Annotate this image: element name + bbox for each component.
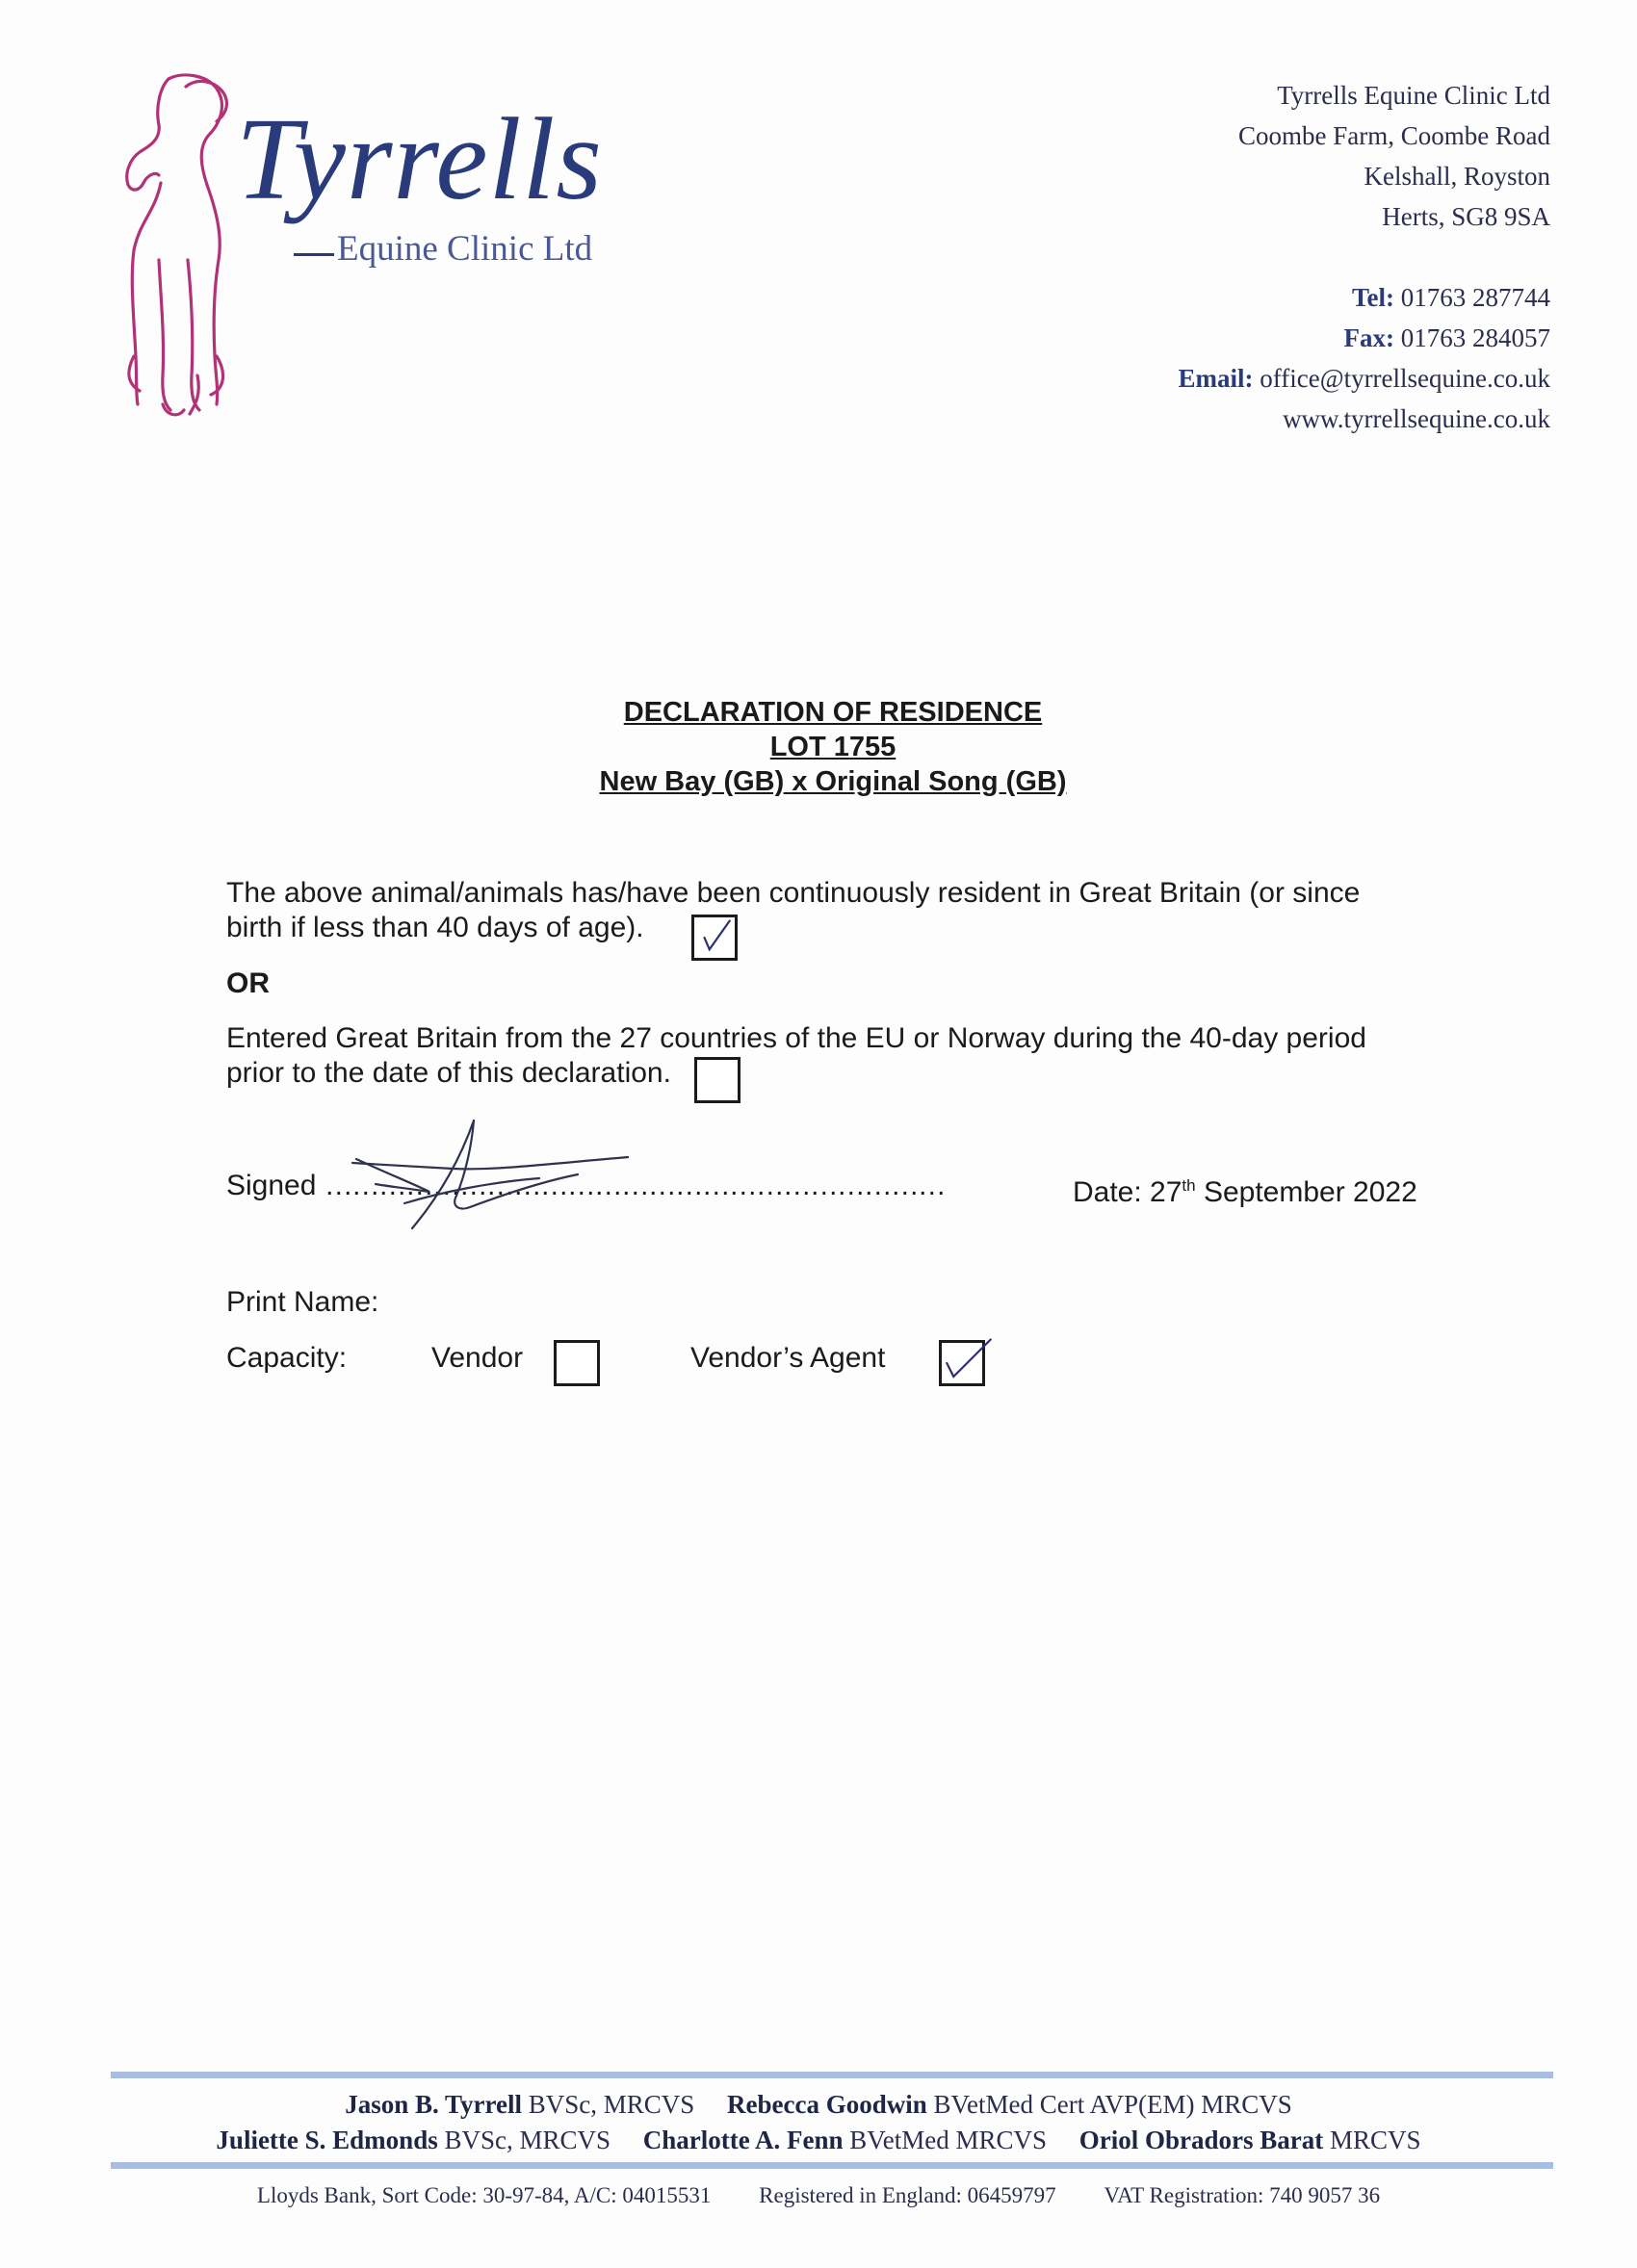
declaration-date — [1073, 1169, 1417, 1210]
website: www.tyrrellsequine.co.uk — [1283, 404, 1550, 433]
fax-line — [1178, 318, 1550, 358]
checkmark-icon — [694, 917, 735, 958]
address-line: Kelshall, Royston — [1364, 162, 1550, 191]
date-value: September 2022 — [1195, 1176, 1417, 1208]
clinic-address-block — [1178, 75, 1550, 439]
horse-logo-icon — [101, 67, 246, 424]
company-details — [0, 2183, 1637, 2208]
staff-name: Oriol Obradors Barat — [1078, 2126, 1324, 2154]
email-label: Email: — [1178, 364, 1254, 393]
address-line: Tyrrells Equine Clinic Ltd — [1277, 81, 1550, 110]
staff-line-1 — [0, 2087, 1637, 2123]
option1-line1: The above animal/animals has/have been continuously resident in Great Britain (or since — [226, 877, 1361, 909]
logo-underline — [294, 253, 334, 256]
staff-quals: MRCVS — [1323, 2126, 1421, 2154]
option1-text — [226, 876, 1360, 945]
staff-quals: BVetMed MRCVS — [843, 2126, 1048, 2154]
capacity-label: Capacity: — [226, 1342, 348, 1374]
option2-text — [226, 1021, 1366, 1091]
staff-quals: BVSc, MRCVS — [437, 2126, 611, 2154]
vendor-label: Vendor — [431, 1342, 524, 1374]
option2-line2: prior to the date of this declaration. — [226, 1057, 671, 1089]
footer-top-rule — [111, 2072, 1553, 2078]
staff-quals: BVSc, MRCVS — [521, 2090, 695, 2119]
company-registration: Registered in England: 06459797 — [759, 2183, 1056, 2207]
staff-name: Charlotte A. Fenn — [642, 2126, 844, 2154]
signature-line: …………………………………………………………… — [324, 1170, 945, 1201]
staff-list — [0, 2087, 1637, 2158]
option2-line1: Entered Great Britain from the 27 countries of the EU or Norway during the 40-day period — [226, 1022, 1366, 1054]
bank-details: Lloyds Bank, Sort Code: 30-97-84, A/C: 04015531 — [256, 2183, 712, 2207]
vendor-agent-label: Vendor’s Agent — [690, 1342, 886, 1374]
fax-label: Fax: — [1343, 323, 1394, 352]
tel-label: Tel: — [1351, 283, 1394, 312]
address-line: Coombe Farm, Coombe Road — [1238, 121, 1550, 150]
staff-line-2 — [0, 2123, 1637, 2158]
footer-bottom-rule — [111, 2162, 1553, 2169]
option1-line2: birth if less than 40 days of age). — [226, 912, 644, 943]
brand-subtitle: Equine Clinic Ltd — [337, 229, 593, 269]
telephone-line — [1178, 277, 1550, 318]
handwritten-signature — [347, 1115, 636, 1235]
lot-number: LOT 1755 — [769, 732, 896, 762]
staff-name: Rebecca Goodwin — [727, 2090, 927, 2119]
checkmark-icon — [942, 1343, 982, 1383]
print-name-label: Print Name: — [226, 1286, 379, 1318]
declaration-heading — [0, 695, 1637, 799]
vendor-agent-checkbox[interactable] — [939, 1340, 985, 1386]
brand-name: Tyrrells — [236, 94, 603, 224]
address-line: Herts, SG8 9SA — [1382, 202, 1550, 231]
date-label: Date: 27 — [1073, 1176, 1182, 1208]
or-label: OR — [226, 967, 270, 999]
staff-quals: BVetMed Cert AVP(EM) MRCVS — [926, 2090, 1292, 2119]
signed-label: Signed — [226, 1170, 317, 1201]
option2-checkbox[interactable] — [694, 1057, 741, 1103]
fax-number: 01763 284057 — [1400, 323, 1550, 352]
option1-checkbox[interactable] — [691, 915, 738, 961]
declaration-title: DECLARATION OF RESIDENCE — [623, 697, 1043, 728]
email-address: office@tyrrellsequine.co.uk — [1260, 364, 1550, 393]
vendor-checkbox[interactable] — [554, 1340, 600, 1386]
email-line — [1178, 358, 1550, 399]
tel-number: 01763 287744 — [1400, 283, 1550, 312]
date-ordinal: th — [1182, 1176, 1196, 1195]
pedigree: New Bay (GB) x Original Song (GB) — [599, 766, 1067, 797]
staff-name: Jason B. Tyrrell — [345, 2090, 522, 2119]
vat-registration: VAT Registration: 740 9057 36 — [1104, 2183, 1381, 2207]
staff-name: Juliette S. Edmonds — [216, 2126, 438, 2154]
